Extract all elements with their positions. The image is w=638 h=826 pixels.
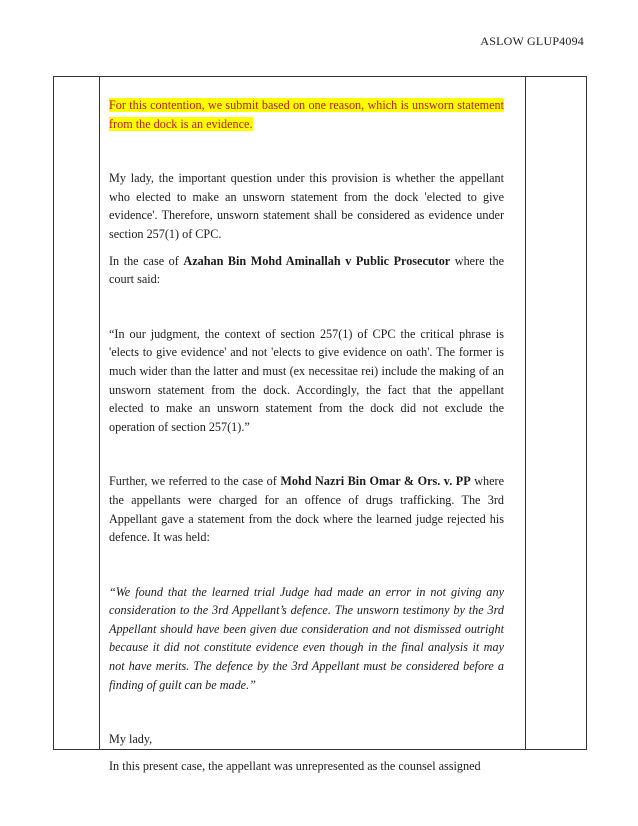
highlighted-text: For this contention, we submit based on one reason, which is unsworn statement from the dock is an evidence. bbox=[109, 98, 504, 131]
case-name-nazri: Mohd Nazri Bin Omar & Ors. v. PP bbox=[280, 474, 471, 489]
document-body bbox=[109, 96, 504, 775]
quote-held: “We found that the learned trial Judge had made an error in not giving any consideration to the 3rd Appellant’s defence. The unsworn testimony by the 3rd Appellant should have been given due consideration and not dismissed outright because it did not constitute evidence even though in the final analysis it may not have merits. The defence by the 3rd Appellant must be considered before a finding of guilt can be made.” bbox=[109, 584, 504, 692]
case-name-azahan: Azahan Bin Mohd Aminallah v Public Prosecutor bbox=[183, 253, 451, 268]
highlighted-paragraph bbox=[109, 96, 504, 133]
paragraph-question: My lady, the important question under this provision is whether the appellant who elected to make an unsworn statement from the dock 'elected to give evidence'. Therefore, unsworn statement shall be considered as evidence under section 257(1) of CPC. bbox=[109, 171, 504, 241]
left-column-divider bbox=[99, 77, 100, 749]
paragraph-case-azahan: In the case of Azahan Bin Mohd Aminallah v Public Prosecutor where the court said: bbox=[109, 253, 504, 287]
page-header-id: ASLOW GLUP4094 bbox=[480, 34, 584, 48]
right-column-divider bbox=[525, 77, 526, 749]
paragraph-case-nazri: Further, we referred to the case of Mohd Nazri Bin Omar & Ors. v. PP where the appellants were charged for an offence of drugs trafficking. The 3rd Appellant gave a statement from the dock where the learned judge rejected his defence. It was held: bbox=[109, 474, 504, 545]
paragraph-present-case: In this present case, the appellant was unrepresented as the counsel assigned bbox=[109, 758, 481, 773]
quote-judgment: “In our judgment, the context of section 257(1) of CPC the critical phrase is 'elects to give evidence' and not 'elects to give evidence on oath'. The former is much wider than the latter and must (ex necessitae rei) include the making of an unsworn statement from the dock. Accordingly, the fact that the appellant elected to make an unsworn statement from the dock did not exclude the operation of section 257(1).” bbox=[109, 326, 504, 434]
salutation: My lady, bbox=[109, 732, 153, 747]
